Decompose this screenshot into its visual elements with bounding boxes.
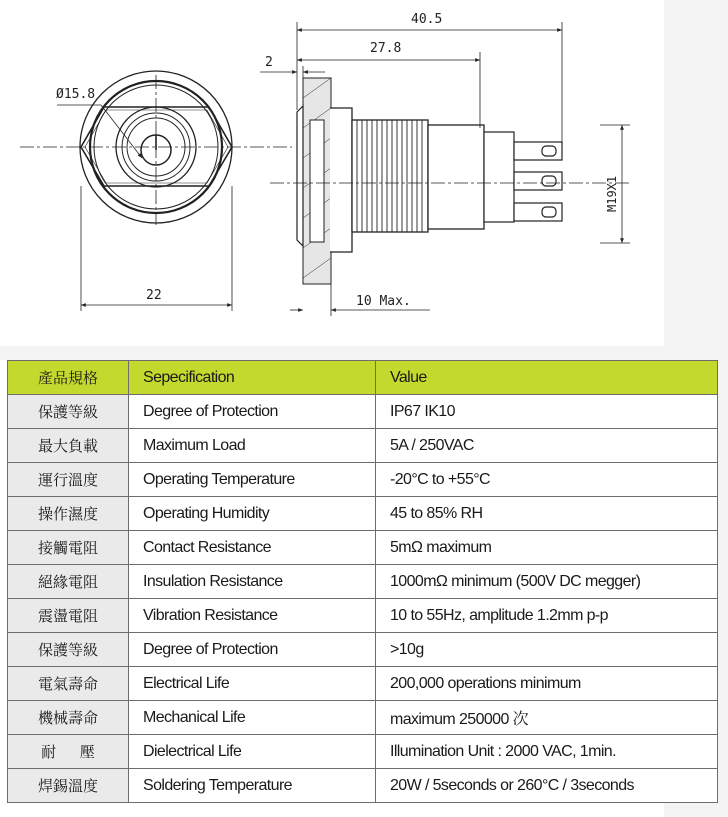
row-value: -20°C to +55°C [376,463,718,497]
specification-table [7,360,718,803]
dimension-drawing-svg [0,0,664,346]
table-header-row [8,361,718,395]
dim-overall-length-label: 40.5 [411,12,443,27]
dim-flange-label: 2 [265,55,273,70]
table-row [8,463,718,497]
row-spec: Dielectrical Life [129,735,376,769]
table-row [8,633,718,667]
table-row [8,769,718,803]
dim-hex-width-label: 22 [146,288,162,303]
row-zh: 最大負載 [8,429,129,463]
table-row [8,531,718,565]
row-zh: 保護等級 [8,633,129,667]
row-zh: 保護等級 [8,395,129,429]
separator-band [0,346,664,360]
row-spec: Mechanical Life [129,701,376,735]
row-value: 1000mΩ minimum (500V DC megger) [376,565,718,599]
front-view [20,71,292,311]
row-spec: Contact Resistance [129,531,376,565]
row-spec: Insulation Resistance [129,565,376,599]
table-row [8,701,718,735]
header-zh: 產品規格 [8,361,129,395]
row-value: 45 to 85% RH [376,497,718,531]
table-row [8,497,718,531]
row-zh: 操作濕度 [8,497,129,531]
table-row [8,735,718,769]
row-zh: 絕緣電阻 [8,565,129,599]
dim-diameter-label: Ø15.8 [56,87,96,102]
row-spec: Vibration Resistance [129,599,376,633]
row-value: 5mΩ maximum [376,531,718,565]
table-row [8,667,718,701]
row-spec: Operating Temperature [129,463,376,497]
row-zh: 運行溫度 [8,463,129,497]
table-row [8,429,718,463]
table-row [8,599,718,633]
header-specification: Sepecification [129,361,376,395]
row-value: maximum 250000 次 [376,701,718,735]
row-zh: 震盪電阻 [8,599,129,633]
row-spec: Soldering Temperature [129,769,376,803]
side-view [260,22,630,316]
terminal-pins [514,142,562,221]
row-spec: Electrical Life [129,667,376,701]
row-spec: Operating Humidity [129,497,376,531]
row-zh: 接觸電阻 [8,531,129,565]
row-spec: Degree of Protection [129,633,376,667]
row-value: 5A / 250VAC [376,429,718,463]
row-spec: Maximum Load [129,429,376,463]
row-value: 10 to 55Hz, amplitude 1.2mm p-p [376,599,718,633]
dim-panel-max-label: 10 Max. [356,294,411,309]
table-row [8,395,718,429]
row-value: 200,000 operations minimum [376,667,718,701]
dim-body-length-label: 27.8 [370,41,402,56]
dim-thread-label: M19X1 [605,175,619,212]
row-value: IP67 IK10 [376,395,718,429]
row-zh: 機械壽命 [8,701,129,735]
table-row [8,565,718,599]
header-value: Value [376,361,718,395]
technical-drawing [0,0,664,346]
row-zh: 焊錫溫度 [8,769,129,803]
row-zh: 耐 壓 [8,735,129,769]
row-spec: Degree of Protection [129,395,376,429]
row-zh: 電氣壽命 [8,667,129,701]
row-value: 20W / 5seconds or 260°C / 3seconds [376,769,718,803]
row-value: >10g [376,633,718,667]
row-value: Illumination Unit : 2000 VAC, 1min. [376,735,718,769]
